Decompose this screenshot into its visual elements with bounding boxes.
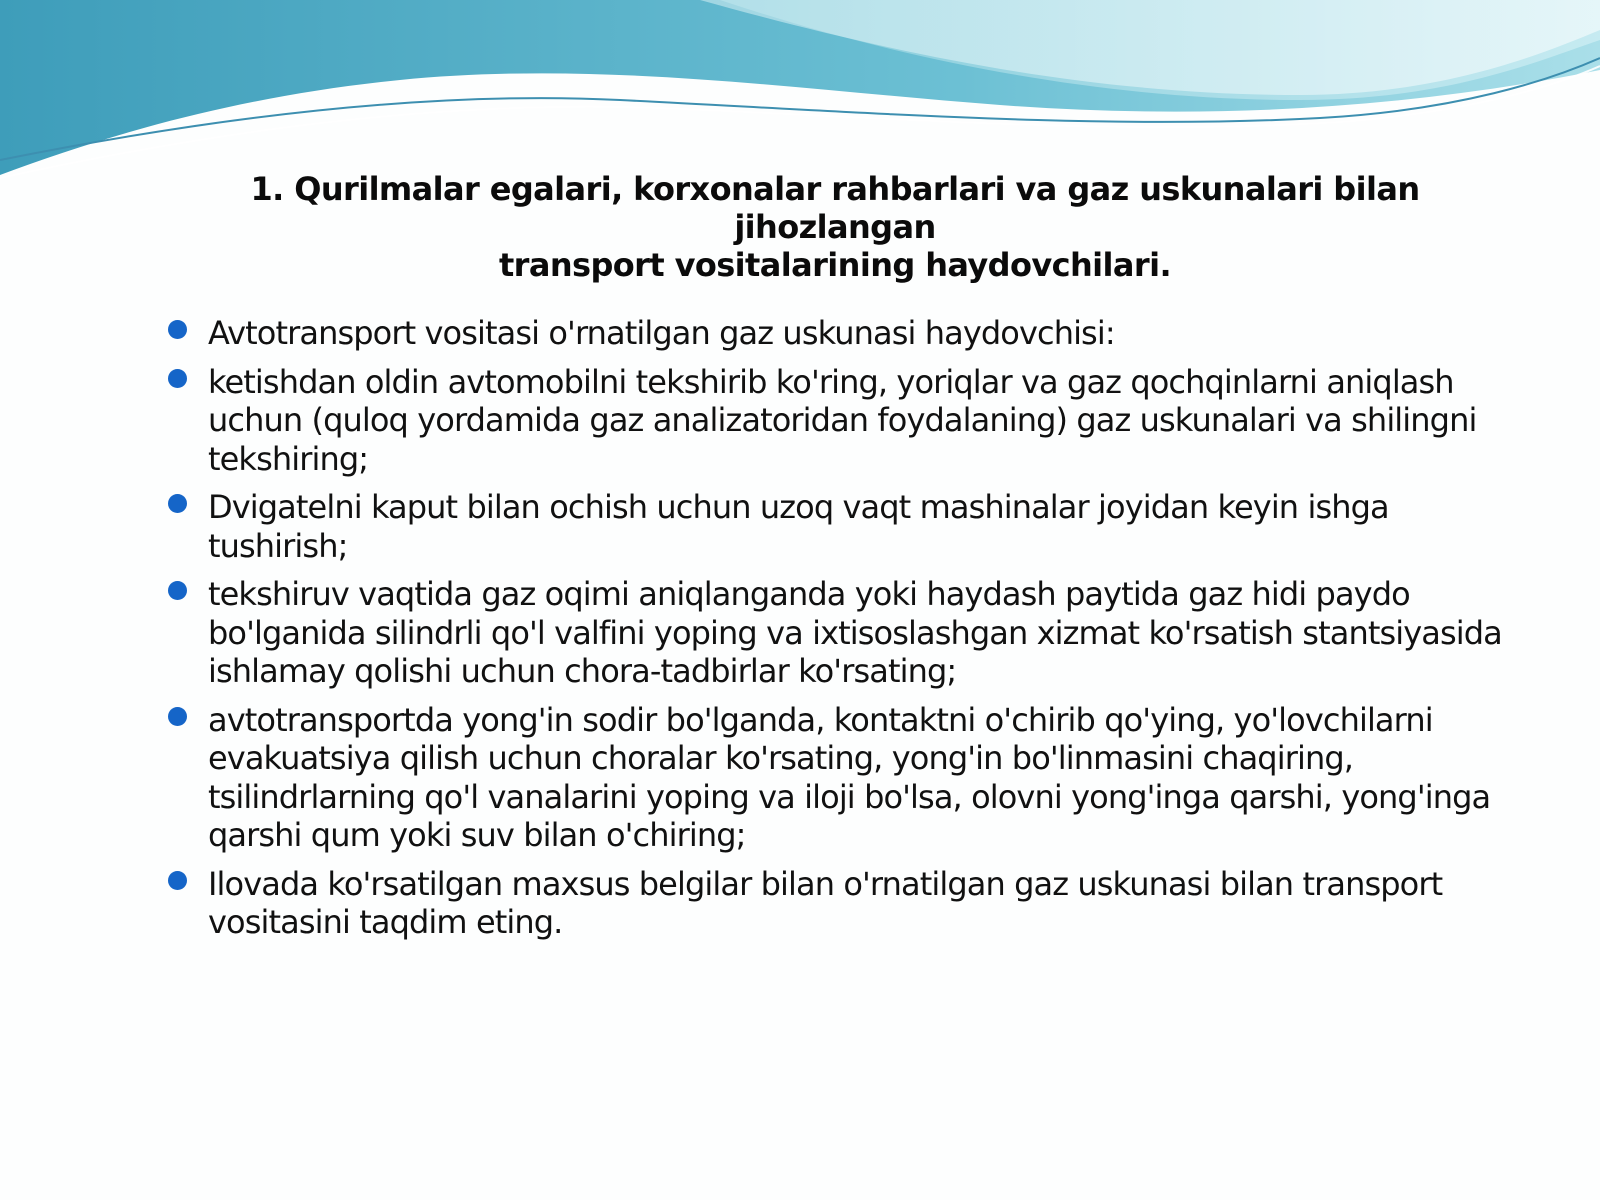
list-item [165, 575, 1515, 691]
list-item [165, 701, 1515, 855]
slide-title [160, 170, 1510, 284]
bullet-text: avtotransportda yong'in sodir bo'lganda, kontaktni o'chirib qo'ying, yo'lovchilarni evakuatsiya qilish uchun choralar ko'rsating, yong'in bo'linmasini chaqiring, tsilindrlarning qo'l vanalarini yoping va iloji bo'lsa, olovni yong'inga qarshi, yong'inga qarshi qum yoki suv bilan o'chiring; [208, 700, 1491, 854]
bullet-text: tekshiruv vaqtida gaz oqimi aniqlanganda yoki haydash paytida gaz hidi paydo bo'lganida silindrli qo'l valfini yoping va ixtisoslashgan xizmat ko'rsatish stantsiyasida ishlamay qolishi uchun chora-tadbirlar ko'rsating; [208, 575, 1502, 690]
bullet-text: Avtotransport vositasi o'rnatilgan gaz uskunasi haydovchisi: [208, 314, 1115, 352]
bullet-dot-icon [168, 494, 187, 513]
bullet-dot-icon [168, 871, 187, 890]
bullet-text: Dvigatelni kaput bilan ochish uchun uzoq vaqt mashinalar joyidan keyin ishga tushirish; [208, 488, 1389, 565]
bullet-text: ketishdan oldin avtomobilni tekshirib ko'ring, yoriqlar va gaz qochqinlarni aniqlash uchun (quloq yordamida gaz analizatoridan foydalaning) gaz uskunalari va shilingni tekshiring; [208, 362, 1477, 478]
bullet-list [165, 314, 1515, 952]
bullet-dot-icon [168, 581, 187, 600]
bullet-text: Ilovada ko'rsatilgan maxsus belgilar bilan o'rnatilgan gaz uskunasi bilan transport vositasini taqdim eting. [208, 864, 1443, 941]
list-item [165, 488, 1515, 565]
bullet-dot-icon [168, 369, 187, 388]
bullet-dot-icon [168, 320, 187, 339]
list-item [165, 363, 1515, 479]
slide-title-line2: transport vositalarining haydovchilari. [498, 246, 1172, 284]
list-item [165, 865, 1515, 942]
list-item [165, 314, 1515, 353]
bullet-dot-icon [168, 707, 187, 726]
slide-title-line1: 1. Qurilmalar egalari, korxonalar rahbarlari va gaz uskunalari bilan jihozlangan [250, 170, 1420, 246]
